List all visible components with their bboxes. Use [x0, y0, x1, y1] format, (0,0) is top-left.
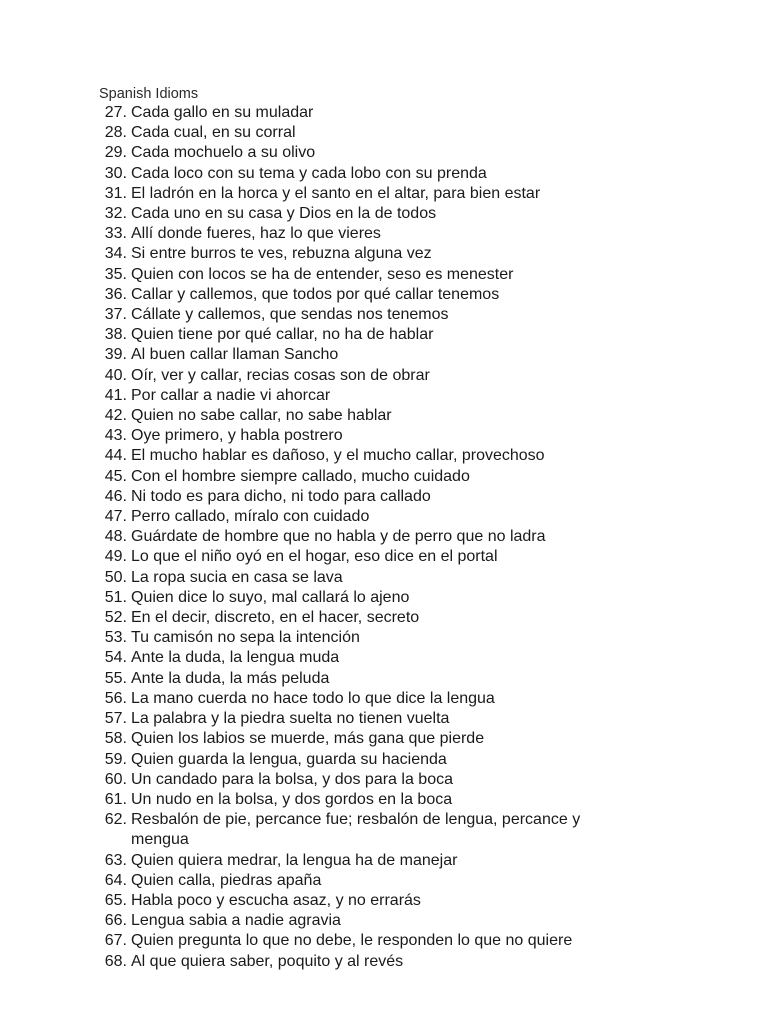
idiom-number: 66.	[104, 912, 127, 930]
idiom-number: 39.	[104, 346, 127, 364]
idiom-item	[0, 810, 768, 850]
idiom-text: El ladrón en la horca y el santo en el altar, para bien estar	[131, 184, 541, 202]
idiom-text: Quien tiene por qué callar, no ha de hablar	[131, 326, 434, 344]
idiom-list	[0, 103, 768, 972]
idiom-item	[0, 871, 768, 891]
idiom-number: 31.	[104, 184, 127, 202]
idiom-number: 35.	[104, 265, 127, 283]
idiom-text: Guárdate de hombre que no habla y de perro que no ladra	[131, 528, 546, 546]
idiom-text: Oír, ver y callar, recias cosas son de obrar	[131, 366, 430, 384]
idiom-number: 55.	[104, 669, 127, 687]
idiom-number: 36.	[104, 285, 127, 303]
idiom-number: 41.	[104, 386, 127, 404]
idiom-item	[0, 790, 768, 810]
idiom-item	[0, 891, 768, 911]
idiom-text: Perro callado, míralo con cuidado	[131, 508, 370, 526]
idiom-item	[0, 164, 768, 184]
idiom-number: 67.	[104, 932, 127, 950]
idiom-item	[0, 588, 768, 608]
idiom-number: 38.	[104, 326, 127, 344]
idiom-number: 34.	[104, 245, 127, 263]
idiom-item	[0, 325, 768, 345]
idiom-number: 43.	[104, 427, 127, 445]
idiom-number: 42.	[104, 407, 127, 425]
idiom-item	[0, 426, 768, 446]
idiom-item	[0, 507, 768, 527]
idiom-text: Quien calla, piedras apaña	[131, 871, 322, 889]
idiom-text: Quien dice lo suyo, mal callará lo ajeno	[131, 588, 410, 606]
idiom-number: 45.	[104, 467, 127, 485]
idiom-text: Quien no sabe callar, no sabe hablar	[131, 407, 392, 425]
idiom-item	[0, 487, 768, 507]
idiom-text: Lo que el niño oyó en el hogar, eso dice en el portal	[131, 548, 498, 566]
idiom-number: 53.	[104, 629, 127, 647]
idiom-item	[0, 952, 768, 972]
idiom-item	[0, 184, 768, 204]
idiom-number: 40.	[104, 366, 127, 384]
idiom-item	[0, 366, 768, 386]
idiom-text: Cada uno en su casa y Dios en la de todos	[131, 205, 437, 223]
idiom-item	[0, 265, 768, 285]
idiom-item	[0, 204, 768, 224]
idiom-item	[0, 648, 768, 668]
idiom-text: La mano cuerda no hace todo lo que dice la lengua	[131, 689, 495, 707]
idiom-text: Cada gallo en su muladar	[131, 104, 314, 121]
idiom-text: Cada cual, en su corral	[131, 124, 296, 142]
idiom-number: 33.	[104, 225, 127, 243]
idiom-item	[0, 568, 768, 588]
idiom-item	[0, 123, 768, 143]
idiom-text: Oye primero, y habla postrero	[131, 427, 343, 445]
idiom-text: Al que quiera saber, poquito y al revés	[131, 952, 404, 970]
idiom-item	[0, 628, 768, 648]
idiom-text: Un candado para la bolsa, y dos para la boca	[131, 770, 453, 788]
idiom-text: Resbalón de pie, percance fue; resbalón de lengua, percance y mengua	[131, 811, 581, 849]
idiom-text: Cada mochuelo a su olivo	[131, 144, 316, 162]
idiom-number: 50.	[104, 568, 127, 586]
idiom-text: Quien guarda la lengua, guarda su hacienda	[131, 750, 447, 768]
idiom-number: 62.	[104, 811, 127, 829]
idiom-text: En el decir, discreto, en el hacer, secreto	[131, 609, 420, 627]
idiom-number: 30.	[104, 164, 127, 182]
idiom-item	[0, 709, 768, 729]
idiom-number: 44.	[104, 447, 127, 465]
idiom-number: 37.	[104, 306, 127, 324]
idiom-item	[0, 669, 768, 689]
idiom-number: 46.	[104, 487, 127, 505]
idiom-item	[0, 305, 768, 325]
idiom-number: 51.	[104, 588, 127, 606]
idiom-text: El mucho hablar es dañoso, y el mucho callar, provechoso	[131, 447, 545, 465]
idiom-text: Al buen callar llaman Sancho	[131, 346, 339, 364]
idiom-item	[0, 931, 768, 951]
idiom-text: Un nudo en la bolsa, y dos gordos en la boca	[131, 790, 453, 808]
document-title: Spanish Idioms	[99, 86, 199, 102]
idiom-number: 27.	[104, 104, 127, 121]
idiom-number: 59.	[104, 750, 127, 768]
idiom-item	[0, 527, 768, 547]
idiom-item	[0, 547, 768, 567]
idiom-text: Ante la duda, la lengua muda	[131, 649, 340, 667]
idiom-number: 63.	[104, 851, 127, 869]
idiom-item	[0, 345, 768, 365]
idiom-item	[0, 143, 768, 163]
idiom-item	[0, 103, 768, 123]
idiom-number: 64.	[104, 871, 127, 889]
idiom-item	[0, 689, 768, 709]
idiom-number: 49.	[104, 548, 127, 566]
idiom-item	[0, 446, 768, 466]
idiom-item	[0, 244, 768, 264]
idiom-text: Quien con locos se ha de entender, seso es menester	[131, 265, 514, 283]
idiom-number: 65.	[104, 891, 127, 909]
idiom-item	[0, 851, 768, 871]
idiom-text: Callar y callemos, que todos por qué callar tenemos	[131, 285, 500, 303]
idiom-text: Si entre burros te ves, rebuzna alguna vez	[131, 245, 432, 263]
idiom-item	[0, 285, 768, 305]
idiom-text: Por callar a nadie vi ahorcar	[131, 386, 331, 404]
idiom-item	[0, 608, 768, 628]
idiom-text: Quien quiera medrar, la lengua ha de manejar	[131, 851, 458, 869]
idiom-item	[0, 406, 768, 426]
idiom-text: Habla poco y escucha asaz, y no errarás	[131, 891, 421, 909]
idiom-text: Lengua sabia a nadie agravia	[131, 912, 341, 930]
idiom-number: 48.	[104, 528, 127, 546]
idiom-text: Ni todo es para dicho, ni todo para callado	[131, 487, 431, 505]
idiom-item	[0, 750, 768, 770]
idiom-number: 54.	[104, 649, 127, 667]
idiom-number: 29.	[104, 144, 127, 162]
idiom-number: 28.	[104, 124, 127, 142]
idiom-number: 61.	[104, 790, 127, 808]
idiom-text: Cada loco con su tema y cada lobo con su prenda	[131, 164, 487, 182]
idiom-number: 47.	[104, 508, 127, 526]
idiom-item	[0, 386, 768, 406]
idiom-number: 68.	[104, 952, 127, 970]
idiom-item	[0, 224, 768, 244]
idiom-number: 58.	[104, 730, 127, 748]
idiom-text: Quien pregunta lo que no debe, le responden lo que no quiere	[131, 932, 573, 950]
idiom-text: Ante la duda, la más peluda	[131, 669, 330, 687]
idiom-item	[0, 467, 768, 487]
idiom-number: 57.	[104, 710, 127, 728]
idiom-text: Tu camisón no sepa la intención	[131, 629, 360, 647]
idiom-number: 52.	[104, 609, 127, 627]
idiom-text: Cállate y callemos, que sendas nos tenemos	[131, 306, 449, 324]
idiom-text: Con el hombre siempre callado, mucho cuidado	[131, 467, 470, 485]
idiom-item	[0, 911, 768, 931]
idiom-text: Allí donde fueres, haz lo que vieres	[131, 225, 381, 243]
idiom-number: 56.	[104, 689, 127, 707]
idiom-text: La palabra y la piedra suelta no tienen vuelta	[131, 710, 450, 728]
idiom-number: 32.	[104, 205, 127, 223]
idiom-text: Quien los labios se muerde, más gana que pierde	[131, 730, 485, 748]
idiom-text: La ropa sucia en casa se lava	[131, 568, 343, 586]
idiom-item	[0, 770, 768, 790]
idiom-item	[0, 729, 768, 749]
idiom-number: 60.	[104, 770, 127, 788]
